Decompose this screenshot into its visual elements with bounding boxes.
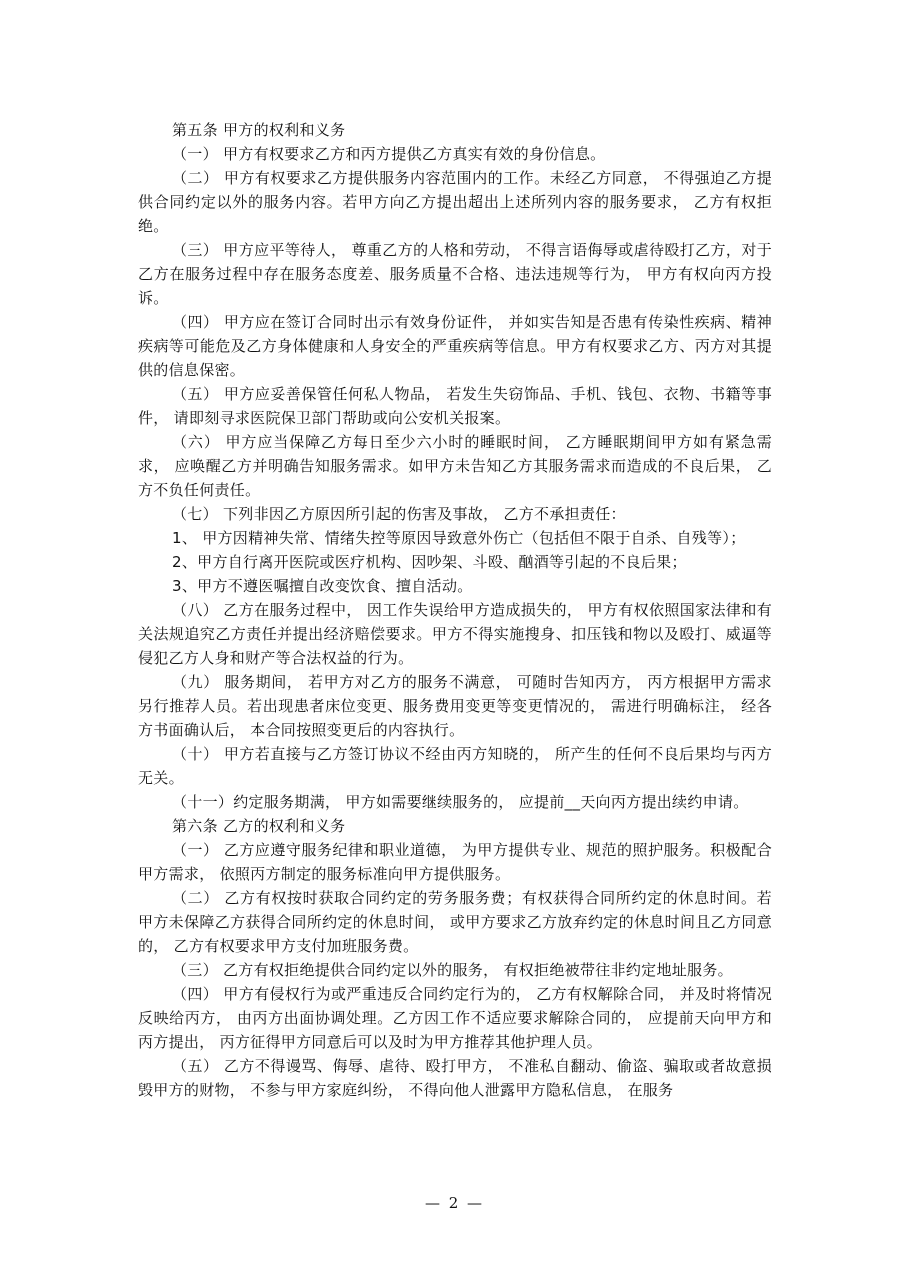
paragraph: （五） 乙方不得谩骂、侮辱、虐待、殴打甲方， 不准私自翻动、偷盗、骗取或者故意损毁甲方的财物， 不参与甲方家庭纠纷， 不得向他人泄露甲方隐私信息， 在服务 <box>138 1057 772 1099</box>
paragraph: （二） 乙方有权按时获取合同约定的劳务服务费；有权获得合同所约定的休息时间。若甲方未保障乙方获得合同所约定的休息时间， 或甲方要求乙方放弃约定的休息时间且乙方同意的， 乙方有权要求甲方支付加班服务费。 <box>138 889 772 955</box>
list-item: 1、 甲方因精神失常、情绪失控等原因导致意外伤亡（包括但不限于自杀、自残等）； <box>172 529 746 547</box>
page-number: — 2 — <box>424 1194 485 1212</box>
document-body <box>138 118 772 1102</box>
list-item: 3、甲方不遵医嘱擅自改变饮食、擅自活动。 <box>172 577 473 595</box>
paragraph: （一） 乙方应遵守服务纪律和职业道德， 为甲方提供专业、规范的照护服务。积极配合甲方需求， 依照丙方制定的服务标准向甲方提供服务。 <box>138 841 772 883</box>
paragraph: （五） 甲方应妥善保管任何私人物品， 若发生失窃饰品、手机、钱包、衣物、书籍等事件， 请即刻寻求医院保卫部门帮助或向公安机关报案。 <box>138 385 772 427</box>
paragraph: （十） 甲方若直接与乙方签订协议不经由丙方知晓的， 所产生的任何不良后果均与丙方无关。 <box>138 745 772 787</box>
paragraph: （八） 乙方在服务过程中， 因工作失误给甲方造成损失的， 甲方有权依照国家法律和有关法规追究乙方责任并提出经济赔偿要求。甲方不得实施搜身、扣压钱和物以及殴打、威逼等侵犯乙方人身和财产等合法权益的行为。 <box>138 601 772 667</box>
paragraph: （七） 下列非因乙方原因所引起的伤害及事故， 乙方不承担责任： <box>172 505 626 523</box>
paragraph: （一） 甲方有权要求乙方和丙方提供乙方真实有效的身份信息。 <box>172 145 606 163</box>
paragraph: （九） 服务期间， 若甲方对乙方的服务不满意， 可随时告知丙方， 丙方根据甲方需求另行推荐人员。若出现患者床位变更、服务费用变更等变更情况的， 需进行明确标注， 经各方书面确认后， 本合同按照变更后的内容执行。 <box>138 673 772 739</box>
paragraph: （十一）约定服务期满， 甲方如需要继续服务的， 应提前__天向丙方提出续约申请。 <box>172 793 749 811</box>
paragraph: （三） 甲方应平等待人， 尊重乙方的人格和劳动， 不得言语侮辱或虐待殴打乙方，对于乙方在服务过程中存在服务态度差、服务质量不合格、违法违规等行为， 甲方有权向丙方投诉。 <box>138 241 772 307</box>
section-heading-article-6: 第六条 乙方的权利和义务 <box>172 817 346 835</box>
paragraph: （六） 甲方应当保障乙方每日至少六小时的睡眠时间， 乙方睡眠期间甲方如有紧急需求， 应唤醒乙方并明确告知服务需求。如甲方未告知乙方其服务需求而造成的不良后果， 乙方不负任何责任。 <box>138 433 772 499</box>
paragraph: （三） 乙方有权拒绝提供合同约定以外的服务， 有权拒绝被带往非约定地址服务。 <box>172 961 733 979</box>
paragraph: （四） 甲方应在签订合同时出示有效身份证件， 并如实告知是否患有传染性疾病、精神疾病等可能危及乙方身体健康和人身安全的严重疾病等信息。甲方有权要求乙方、丙方对其提供的信息保密。 <box>138 313 772 379</box>
paragraph: （四） 甲方有侵权行为或严重违反合同约定行为的， 乙方有权解除合同， 并及时将情况反映给丙方， 由丙方出面协调处理。乙方因工作不适应要求解除合同的， 应提前天向甲方和丙方提出， 丙方征得甲方同意后可以及时为甲方推荐其他护理人员。 <box>138 985 772 1051</box>
paragraph: （二） 甲方有权要求乙方提供服务内容范围内的工作。未经乙方同意， 不得强迫乙方提供合同约定以外的服务内容。若甲方向乙方提出超出上述所列内容的服务要求， 乙方有权拒绝。 <box>138 169 772 235</box>
section-heading-article-5: 第五条 甲方的权利和义务 <box>172 121 346 139</box>
list-item: 2、甲方自行离开医院或医疗机构、因吵架、斗殴、酗酒等引起的不良后果； <box>172 553 687 571</box>
